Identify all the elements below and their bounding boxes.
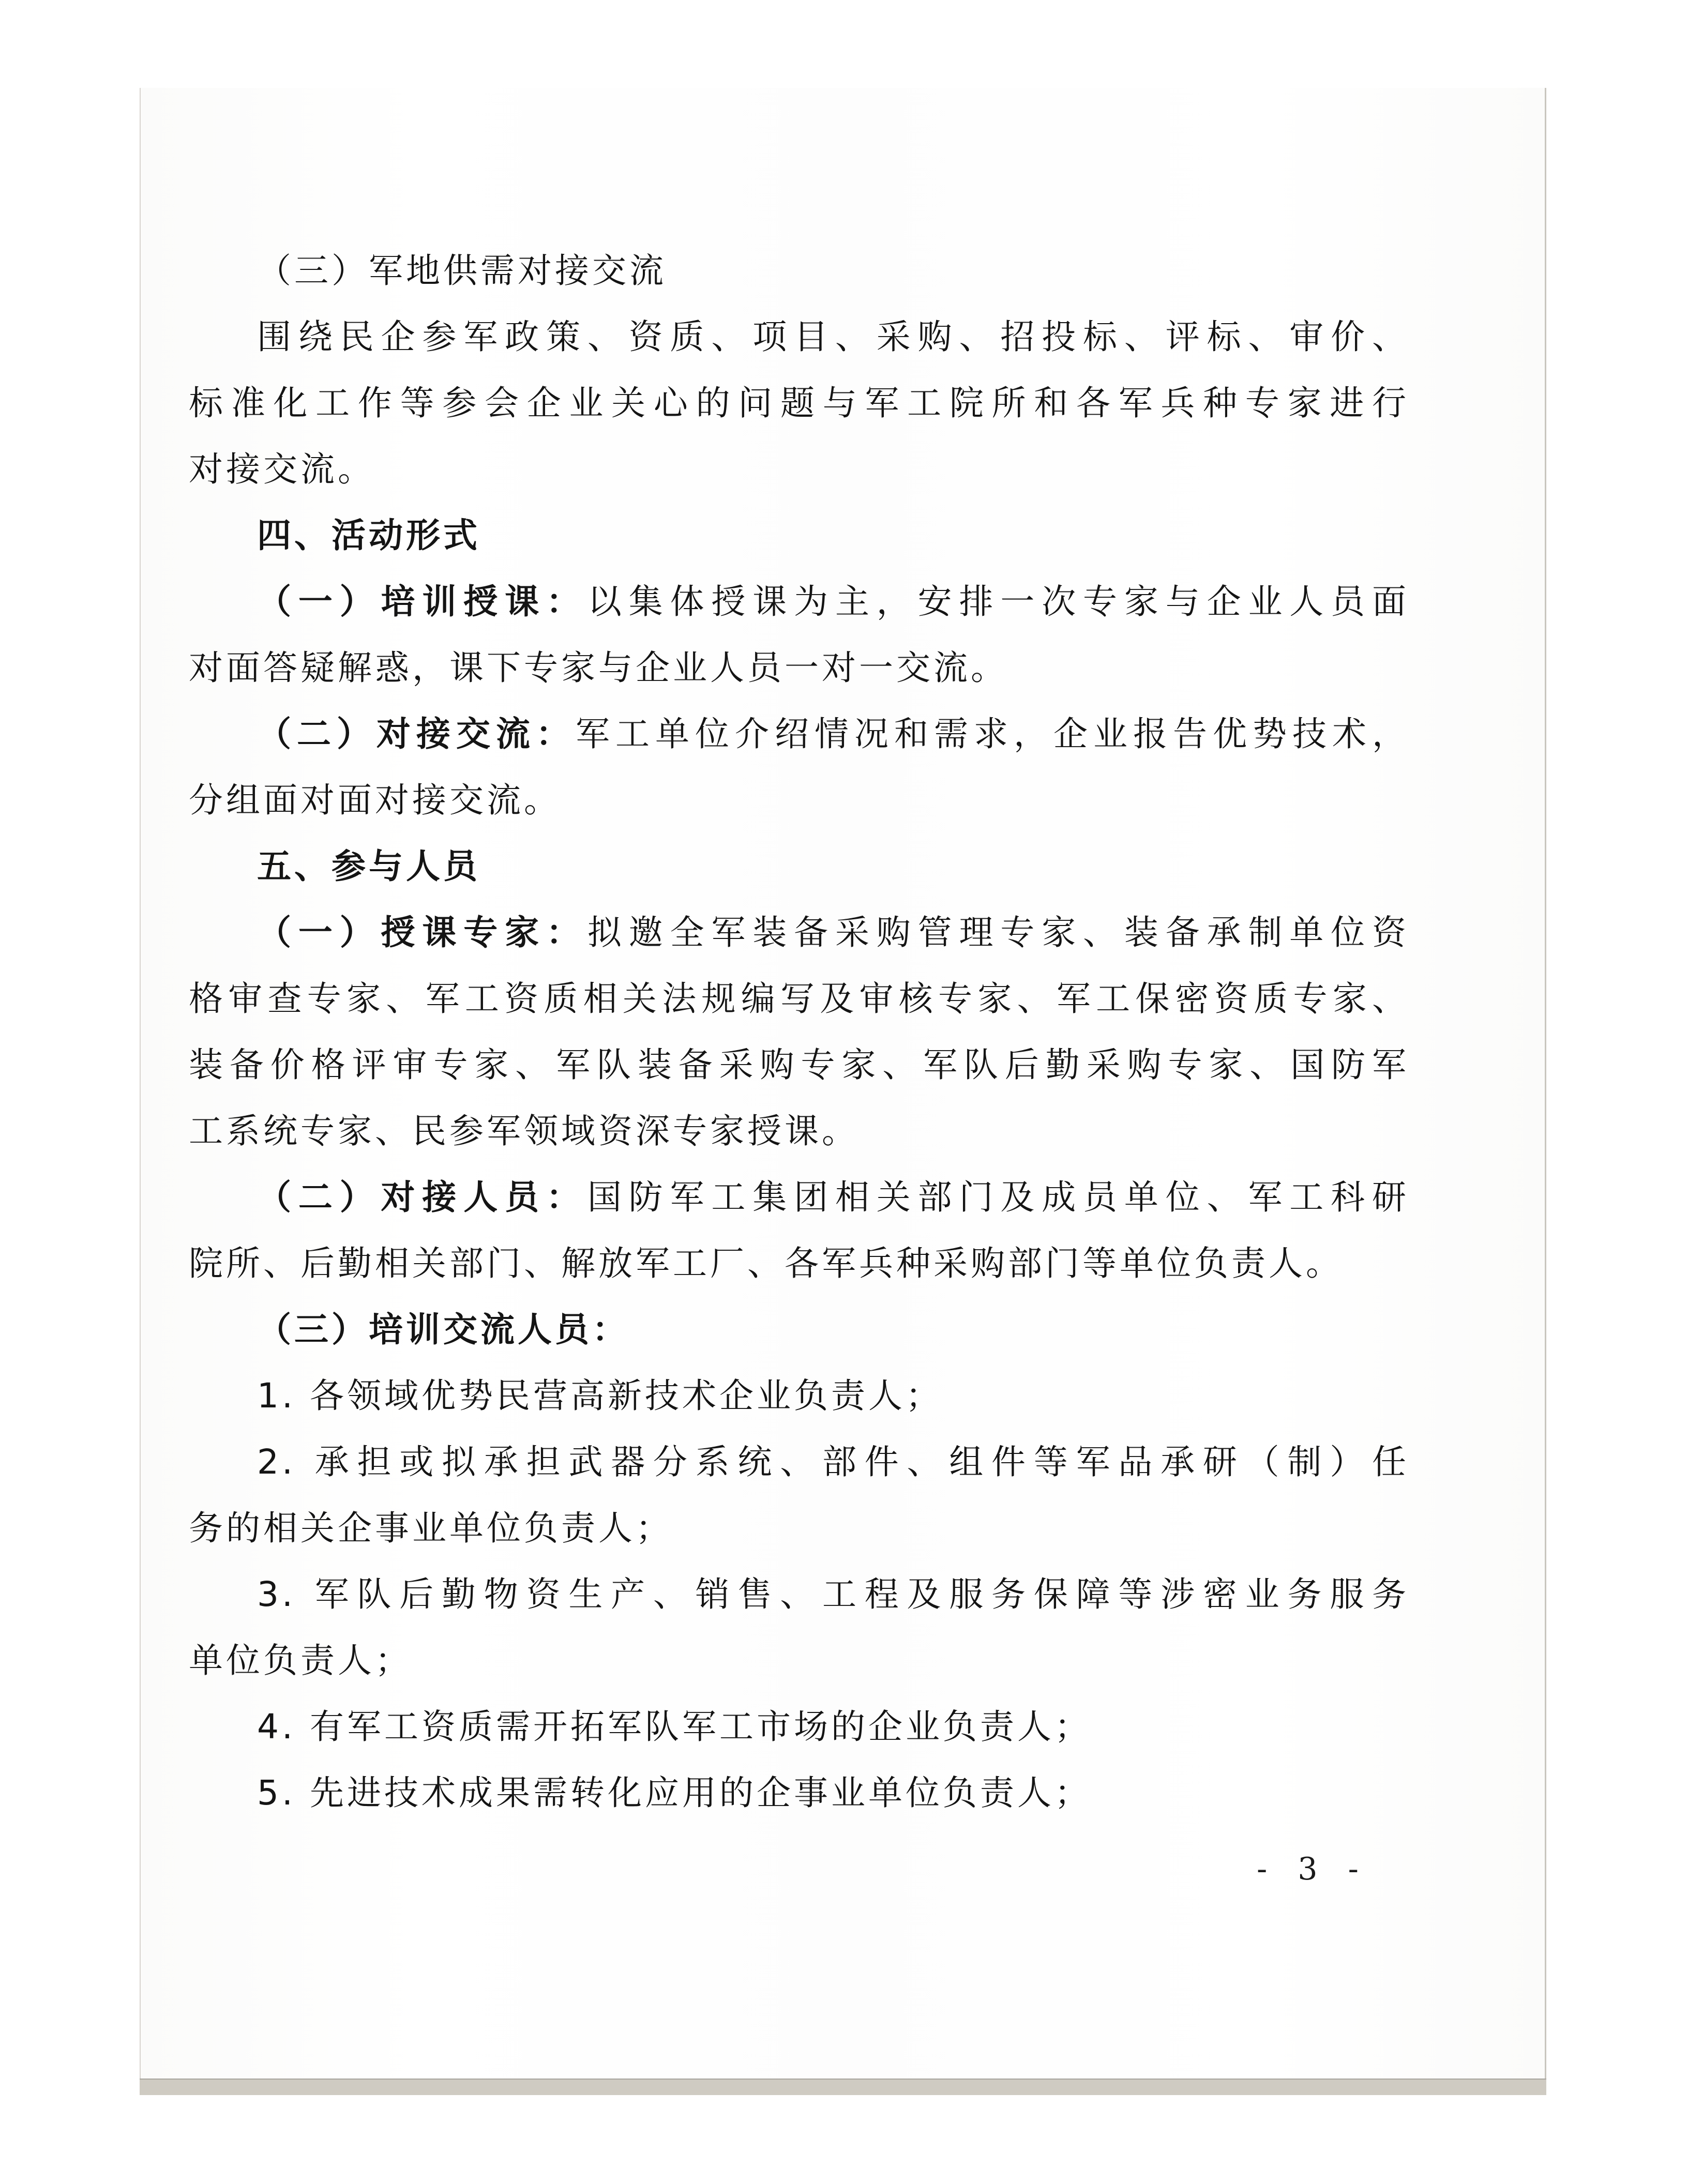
item-label: （三）培训交流人员： [257,1310,629,1349]
item-label: （二）对接人员： [257,1177,587,1217]
paragraph-line: 标准化工作等参会企业关心的问题与军工院所和各军兵种专家进行 [189,383,1409,423]
item-text: 国防军工集团相关部门及成员单位、军工科研 [587,1177,1410,1217]
paragraph-line: 分组面对面对接交流。 [189,780,561,820]
item-text: 拟邀全军装备采购管理专家、装备承制单位资 [587,913,1410,952]
item-label: （一）授课专家： [257,913,587,952]
chapter-heading: 五、参与人员 [257,846,480,886]
paragraph-line: 装备价格评审专家、军队装备采购专家、军队后勤采购专家、国防军 [189,1045,1409,1085]
paragraph-line [189,569,1409,635]
document-body [189,238,1409,1826]
numbered-item: 3. 军队后勤物资生产、销售、工程及服务保障等涉密业务服务 [257,1574,1409,1614]
chapter-heading: 四、活动形式 [257,515,480,555]
paragraph-line: 格审查专家、军工资质相关法规编写及审核专家、军工保密资质专家、 [189,979,1409,1019]
paragraph-line [189,1297,1409,1363]
paragraph-line [189,701,1409,767]
numbered-item-continuation: 务的相关企事业单位负责人； [189,1508,673,1548]
numbered-item: 4. 有军工资质需开拓军队军工市场的企业负责人； [257,1707,1092,1747]
numbered-item: 1. 各领域优势民营高新技术企业负责人； [257,1376,943,1416]
numbered-item: 2. 承担或拟承担武器分系统、部件、组件等军品承研（制）任 [257,1442,1409,1482]
page-number: - 3 - [1257,1851,1369,1887]
paragraph-line: 院所、后勤相关部门、解放军工厂、各军兵种采购部门等单位负责人。 [189,1243,1343,1283]
section-heading: （三）军地供需对接交流 [257,251,667,291]
paragraph-line [189,1164,1409,1231]
paragraph-line: 对接交流。 [189,449,375,489]
paragraph-line: 围绕民企参军政策、资质、项目、采购、招投标、评标、审价、 [257,317,1409,357]
paragraph-line [189,900,1409,966]
paragraph-line: 工系统专家、民参军领域资深专家授课。 [189,1111,859,1151]
item-text: 军工单位介绍情况和需求，企业报告优势技术， [576,714,1409,754]
page-bottom-edge [140,2079,1546,2095]
item-label: （二）对接交流： [257,714,576,754]
item-text: 以集体授课为主，安排一次专家与企业人员面 [587,582,1410,621]
item-label: （一）培训授课： [257,582,587,621]
numbered-item-continuation: 单位负责人； [189,1641,412,1680]
numbered-item: 5. 先进技术成果需转化应用的企事业单位负责人； [257,1773,1092,1813]
paragraph-line: 对面答疑解惑，课下专家与企业人员一对一交流。 [189,648,1008,688]
